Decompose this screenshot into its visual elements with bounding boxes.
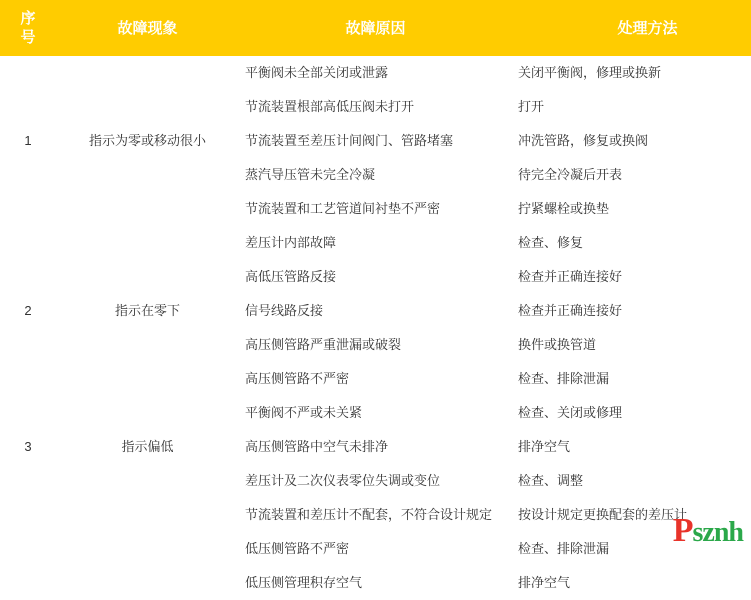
table-body — [0, 56, 751, 600]
cell-cause: 平衡阀不严或未关紧 — [245, 405, 363, 420]
table-row — [0, 498, 751, 532]
table-row — [0, 90, 751, 124]
cell-phenomenon — [56, 396, 239, 430]
table-header-row — [0, 0, 751, 56]
cell-cause: 蒸汽导压管未完全冷凝 — [245, 167, 376, 182]
cell-phenomenon — [56, 498, 239, 532]
cell-serial-number — [0, 226, 56, 260]
cell-phenomenon — [56, 90, 239, 124]
table-row — [0, 362, 751, 396]
cell-serial-number — [0, 260, 56, 294]
cell-cause: 高低压管路反接 — [245, 269, 337, 284]
cell-solution: 换件或换管道 — [518, 337, 597, 352]
cell-serial-number — [0, 56, 56, 90]
cell-solution: 检查、排除泄漏 — [518, 371, 610, 386]
cell-cause: 高压侧管路中空气未排净 — [245, 439, 389, 454]
table-row — [0, 226, 751, 260]
column-header-no-line1: 序 — [20, 10, 36, 27]
cell-serial-number — [0, 396, 56, 430]
watermark-initial: P — [672, 512, 693, 549]
cell-cause: 节流装置和工艺管道间衬垫不严密 — [245, 201, 441, 216]
column-header-cause: 故障原因 — [239, 0, 512, 56]
cell-phenomenon: 指示在零下 — [114, 303, 180, 318]
cell-phenomenon — [56, 56, 239, 90]
table-header — [0, 0, 751, 56]
table-row — [0, 192, 751, 226]
table-row — [0, 328, 751, 362]
cell-serial-number — [0, 362, 56, 396]
cell-solution: 拧紧螺栓或换垫 — [518, 201, 610, 216]
watermark-text: sznh — [692, 517, 743, 548]
cell-serial-number: 2 — [24, 303, 32, 318]
cell-cause: 节流装置和差压计不配套，不符合设计规定 — [245, 507, 493, 522]
cell-serial-number — [0, 90, 56, 124]
table-row — [0, 430, 751, 464]
cell-serial-number — [0, 498, 56, 532]
cell-serial-number — [0, 566, 56, 600]
table-row — [0, 124, 751, 158]
cell-cause: 高压侧管路严重泄漏或破裂 — [245, 337, 402, 352]
table-row — [0, 566, 751, 600]
cell-phenomenon — [56, 362, 239, 396]
cell-phenomenon — [56, 328, 239, 362]
column-header-no-line2: 号 — [20, 29, 36, 46]
table-row — [0, 294, 751, 328]
cell-solution: 按设计规定更换配套的差压计 — [518, 507, 688, 522]
column-header-solution: 处理方法 — [512, 0, 751, 56]
cell-phenomenon — [56, 532, 239, 566]
cell-solution: 关闭平衡阀，修理或换新 — [518, 65, 662, 80]
cell-solution: 检查、调整 — [518, 473, 584, 488]
table-row — [0, 158, 751, 192]
cell-cause: 低压侧管路不严密 — [245, 541, 350, 556]
column-header-no — [0, 0, 56, 56]
cell-serial-number — [0, 328, 56, 362]
cell-phenomenon — [56, 566, 239, 600]
table-row — [0, 532, 751, 566]
cell-phenomenon — [56, 192, 239, 226]
cell-cause: 高压侧管路不严密 — [245, 371, 350, 386]
cell-solution: 排净空气 — [518, 575, 571, 590]
cell-solution: 检查并正确连接好 — [518, 303, 623, 318]
watermark — [673, 512, 743, 550]
cell-phenomenon — [56, 226, 239, 260]
cell-serial-number — [0, 464, 56, 498]
cell-cause: 平衡阀未全部关闭或泄露 — [245, 65, 389, 80]
cell-cause: 节流装置至差压计间阀门、管路堵塞 — [245, 133, 454, 148]
cell-solution: 冲洗管路，修复或换阀 — [518, 133, 649, 148]
cell-phenomenon — [56, 260, 239, 294]
table-row — [0, 260, 751, 294]
cell-serial-number — [0, 192, 56, 226]
cell-solution: 待完全冷凝后开表 — [518, 167, 623, 182]
table-row — [0, 464, 751, 498]
cell-solution: 打开 — [518, 99, 545, 114]
table-row — [0, 396, 751, 430]
cell-cause: 差压计内部故障 — [245, 235, 337, 250]
cell-serial-number: 1 — [24, 133, 32, 148]
table-row — [0, 56, 751, 90]
cell-cause: 信号线路反接 — [245, 303, 324, 318]
cell-solution: 检查并正确连接好 — [518, 269, 623, 284]
column-header-phenomenon: 故障现象 — [56, 0, 239, 56]
cell-phenomenon — [56, 158, 239, 192]
cell-phenomenon: 指示偏低 — [121, 439, 174, 454]
cell-serial-number: 3 — [24, 439, 32, 454]
cell-serial-number — [0, 532, 56, 566]
cell-cause: 低压侧管理积存空气 — [245, 575, 363, 590]
cell-phenomenon — [56, 464, 239, 498]
cell-phenomenon: 指示为零或移动很小 — [88, 133, 206, 148]
cell-serial-number — [0, 158, 56, 192]
cell-solution: 检查、关闭或修理 — [518, 405, 623, 420]
cell-cause: 差压计及二次仪表零位失调或变位 — [245, 473, 441, 488]
cell-solution: 检查、修复 — [518, 235, 584, 250]
cell-solution: 排净空气 — [518, 439, 571, 454]
cell-solution: 检查、排除泄漏 — [518, 541, 610, 556]
cell-cause: 节流装置根部高低压阀未打开 — [245, 99, 415, 114]
